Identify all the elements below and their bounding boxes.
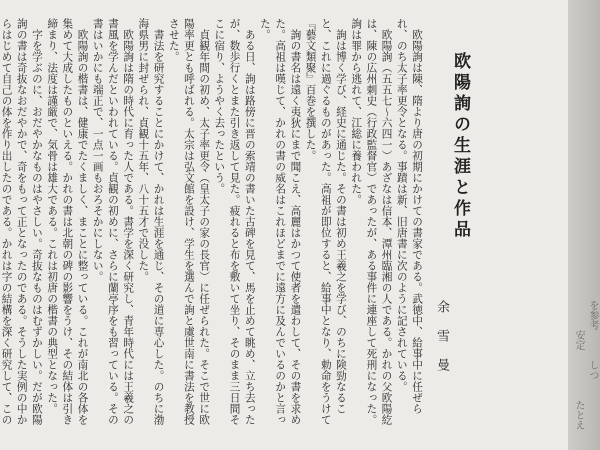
article-body	[0, 18, 424, 428]
edge-text-fragment: 安定	[573, 330, 584, 350]
paragraph: 字を学ぶのに、おだやかなものはやさしい。奇抜なものはむずかしい。だが欧陽詢の書は奇抜なおだやかで、奇をもって正となったのである。そうした実例の中からはじめて自己の体を作り出したのである。かれは字の結構を深く研究して、この	[0, 18, 43, 425]
paragraph: 詢の書名は遠く夷狄にまで聞こえ、高麗はかつて使者を遣わして、その書を求めた。高祖は嘆じて、かれの書の威名はこれほどまでに遠方に及んでいるのかと言った。	[258, 18, 302, 425]
paragraph: 欧陽詢は陳、隋より唐の初期にかけての書家である。武徳中、給事中に任ぜられ、のち太子率更令となる。事蹟は新、旧唐書に次のように記されている。	[395, 18, 423, 414]
edge-text-fragment: を参考	[587, 300, 598, 330]
paragraph: 欧陽詢の楷書は、健康でたくましく、まことに整っている。これが南北の各体を集めて大成したものといえる。かれの書は北朝の碑の影響をうけ、その結体は引き締まり、法度は謹厳で、気骨は雄大である。これは初唐の楷書の典型となった。	[46, 18, 89, 425]
paragraph: 貞観年間の初め、太子率更令（皇太子の家の長官）に任ぜられた。そこで世に欧陽率更とも呼ばれる。太宗は弘文館を設け、学生を選んで詢と虞世南に書法を教授させた。	[167, 18, 211, 425]
edge-text-fragment: しつ	[587, 360, 598, 380]
article-title: 欧陽詢の生涯と作品	[450, 52, 470, 241]
author-name: 余 雪 曼	[434, 300, 449, 378]
paragraph: 書法を研究することにかけて、かれは生涯を通じ、その道に専心した。のちに渤海県男に封ぜられ、貞観十五年、八十五才で没した。	[137, 18, 165, 425]
facing-page-edge	[568, 0, 600, 450]
paragraph: 欧陽詢は隋の時代に育った人である。書学を深く研究し、青年時代には王羲之の書風を学んだといわれている。貞観の初めに、さらに蘭亭序をも習っている。その書はいかにも端正で、一点一画もおろそかにしない。	[91, 18, 135, 425]
paragraph: 欧陽詢（五五七～六四一）あざなは信本、潭州臨湘の人である。かれの父欧陽紇は、陳の広州刺史（行政監督官）であったが、ある事件に連座して死刑になった。詢は罪から逃れて、江総に養われた。	[350, 18, 393, 425]
paragraph: 詢は博く学び、経史に通じた。その書は初め王羲之を学び、のちに険勁なること、これに過ぐるものがあった。高祖が即位すると、給事中となり、勅命をうけて『藝文類聚』百巻を撰した。	[304, 18, 347, 425]
edge-text-fragment: たとえ	[573, 400, 584, 430]
paragraph: ある日、詢は路傍に晋の索靖の書いた古碑を見て、馬を止めて眺め、立ち去ったが、数歩行くとまた引き返して見た。疲れると布を敷いて坐り、そのまま三日間そこに宿り、ようやく去ったという。	[213, 18, 256, 425]
